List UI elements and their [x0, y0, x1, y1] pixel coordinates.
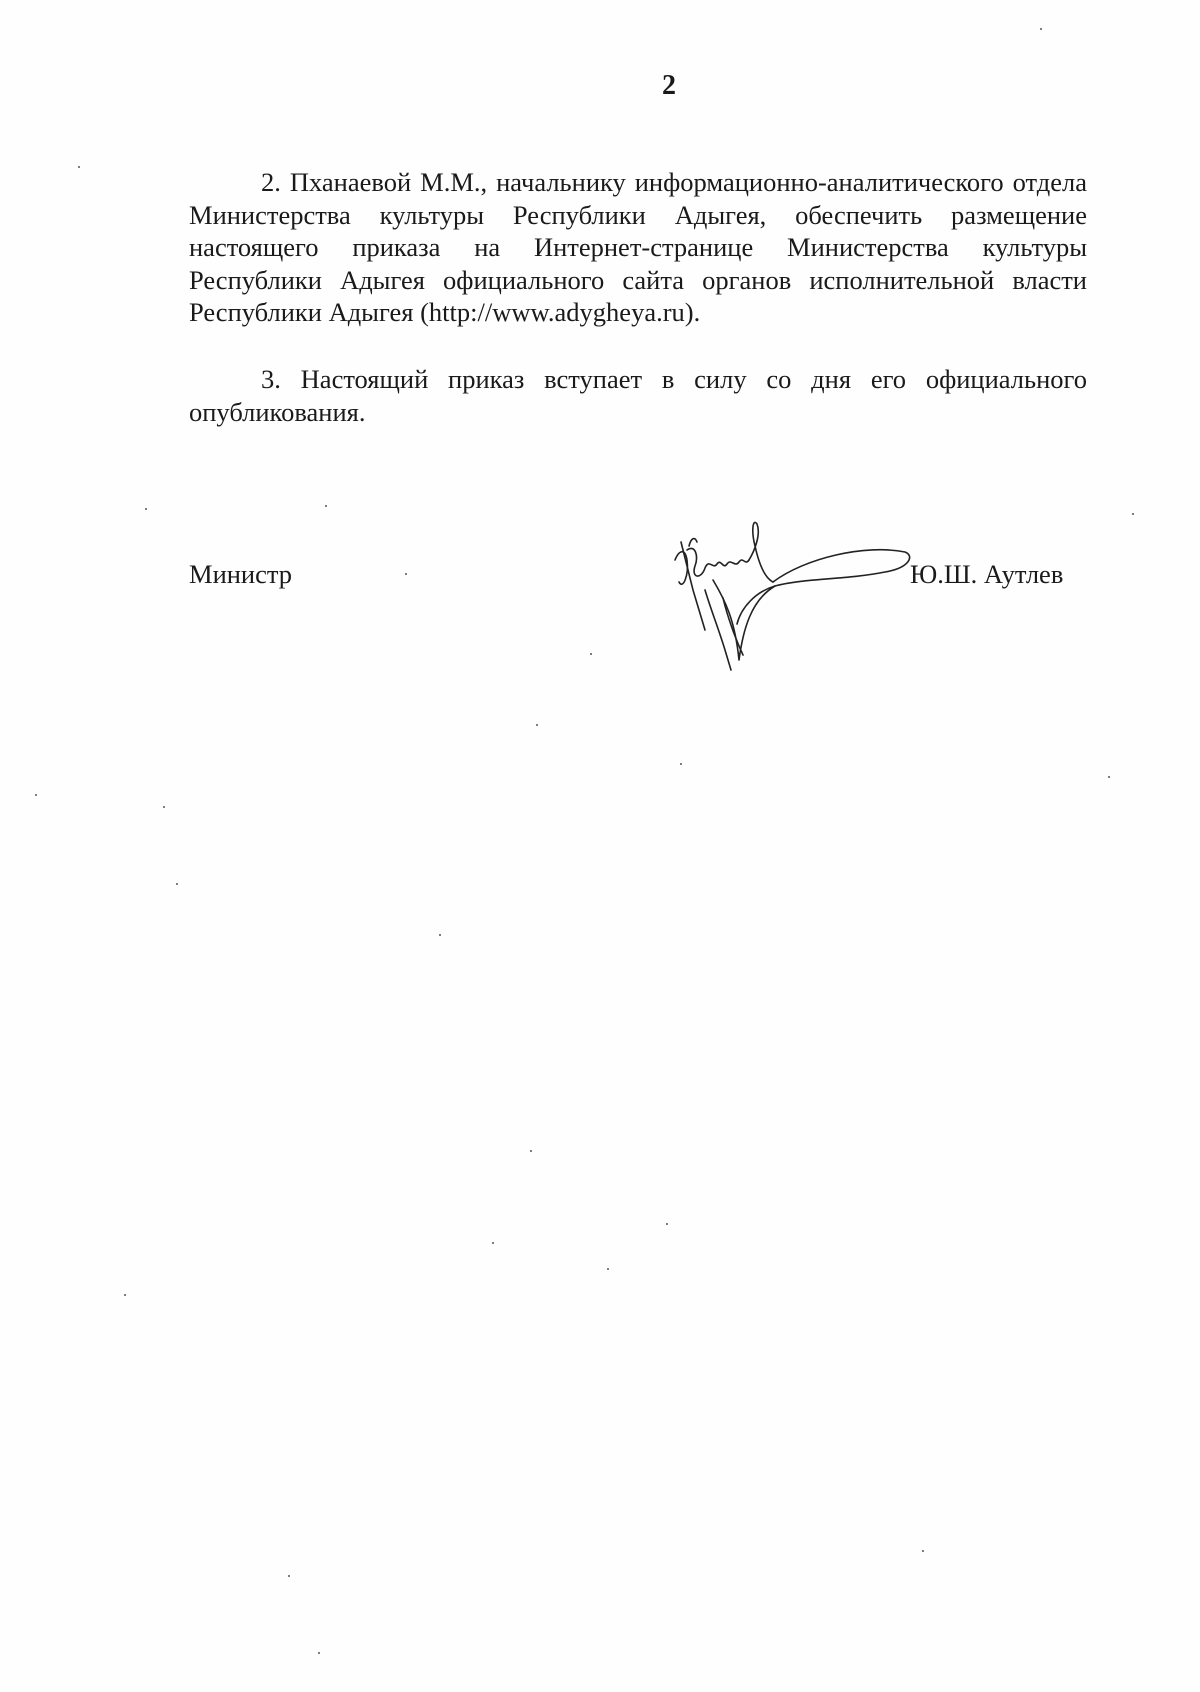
paragraph-text: 3. Настоящий приказ вступает в силу со дня его официального опубликования.	[189, 364, 1087, 427]
handwritten-signature	[665, 520, 915, 680]
scan-speck	[176, 883, 178, 885]
scan-speck	[492, 1242, 494, 1244]
scan-speck	[680, 763, 682, 765]
scan-speck	[590, 653, 592, 655]
scan-speck	[536, 724, 538, 726]
scan-speck	[318, 1652, 320, 1654]
scan-speck	[607, 1268, 609, 1270]
signer-title: Министр	[189, 559, 293, 589]
scan-speck	[288, 1575, 290, 1577]
scan-speck	[1132, 513, 1134, 515]
signer-name: Ю.Ш. Аутлев	[910, 559, 1064, 589]
scan-speck	[1108, 776, 1110, 778]
paragraph-3	[189, 363, 1087, 428]
scan-speck	[163, 806, 165, 808]
scan-speck	[405, 573, 407, 575]
page-number: 2	[662, 70, 676, 101]
scan-speck	[439, 934, 441, 936]
scan-speck	[325, 505, 327, 507]
scan-speck	[922, 1550, 924, 1552]
paragraph-text: 2. Пханаевой М.М., начальнику информационно-аналитического отдела Министерства культуры Республики Адыгея, обеспечить размещение настоящего приказа на Интернет-странице Министерства культуры Республики Адыгея официального сайта органов исполнительной власти Республики Адыгея (http://www.adygheya.ru).	[189, 167, 1087, 327]
scan-speck	[124, 1294, 126, 1296]
scan-speck	[145, 508, 147, 510]
scan-speck	[35, 794, 37, 796]
paragraph-2	[189, 166, 1087, 329]
scan-speck	[666, 1223, 668, 1225]
scan-speck	[78, 166, 80, 168]
scan-speck	[530, 1150, 532, 1152]
scan-speck	[1040, 28, 1042, 30]
